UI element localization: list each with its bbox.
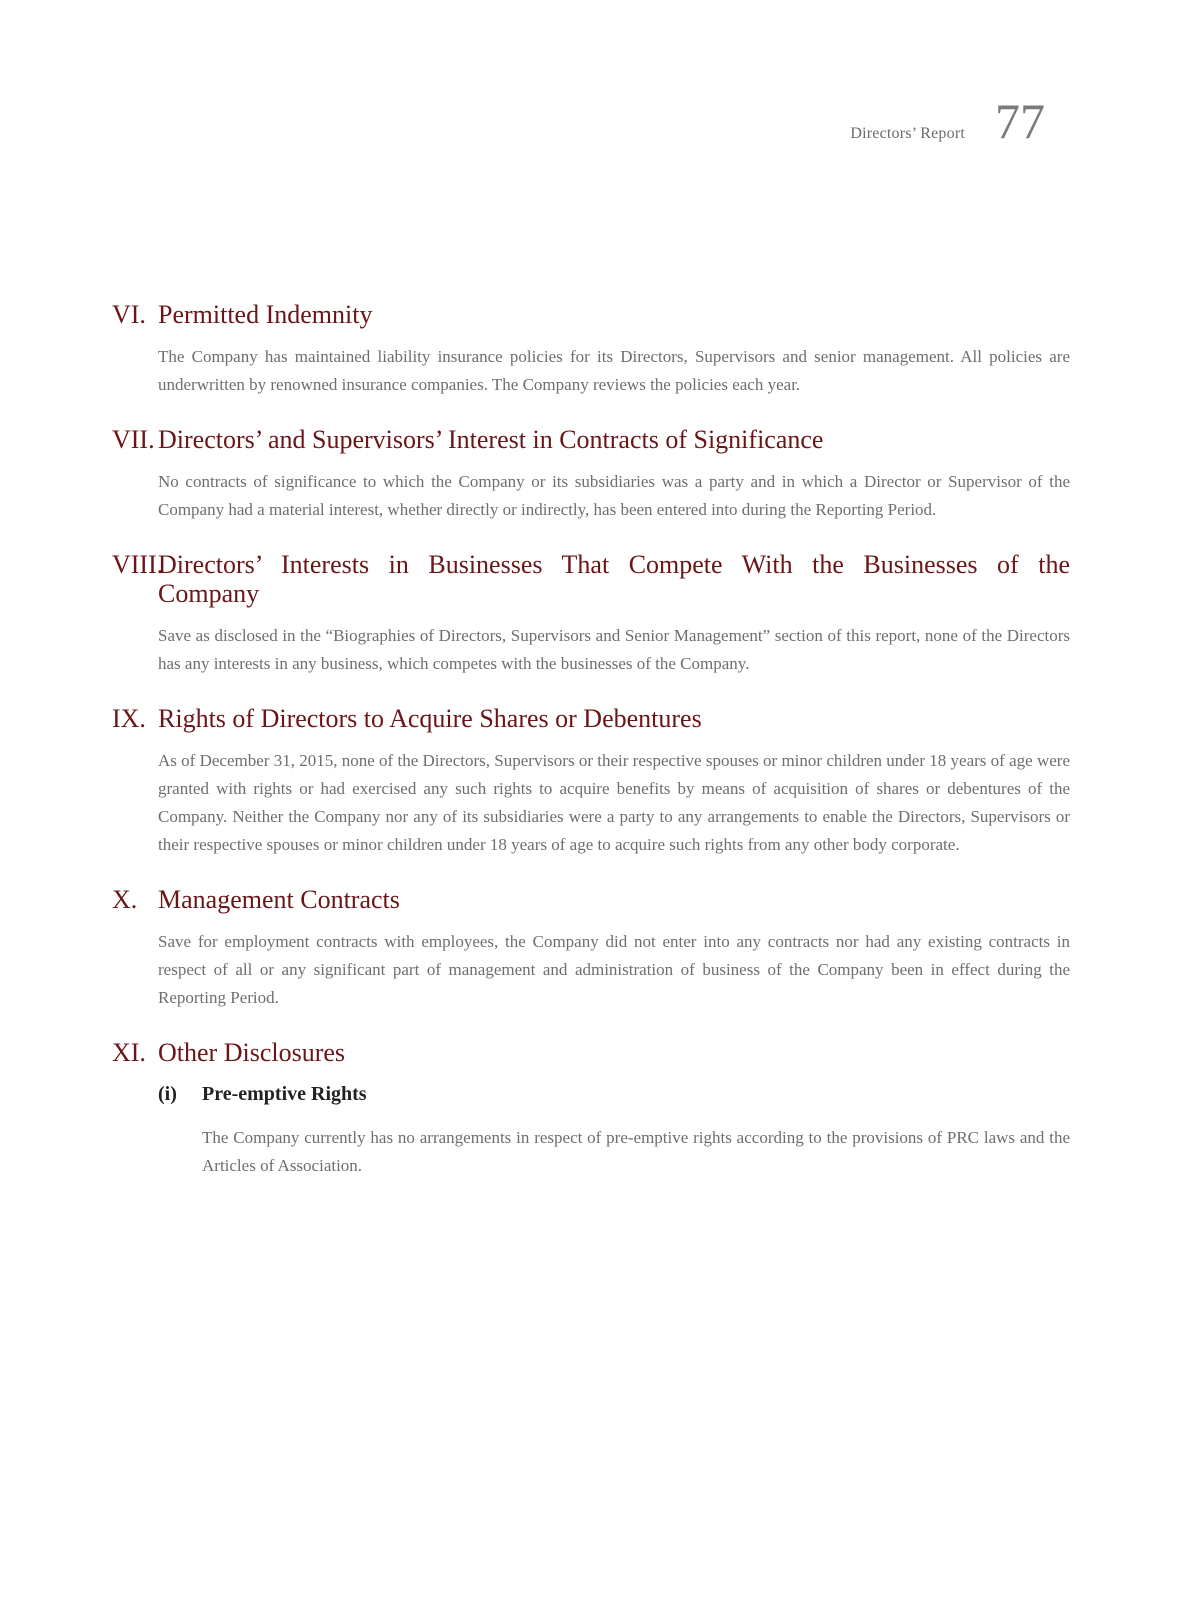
section-number: VII. [112, 425, 155, 454]
section-title: Management Contracts [158, 885, 400, 914]
document-body [112, 300, 1070, 1206]
subsection-heading [158, 1081, 1070, 1107]
section-heading [112, 425, 1070, 454]
section-number: X. [112, 885, 138, 914]
section-number: VI. [112, 300, 146, 329]
section-permitted-indemnity [112, 300, 1070, 399]
subsection-title: Pre-emptive Rights [202, 1083, 367, 1105]
section-paragraph: As of December 31, 2015, none of the Directors, Supervisors or their respective spouses or minor children under 18 years of age were granted with rights or had exercised any such rights to acquire benefits by means of acquisition of shares or debentures of the Company. Neither the Company nor any of its subsidiaries were a party to any arrangements to enable the Directors, Supervisors or their respective spouses or minor children under 18 years of age to acquire such rights from any other body corporate. [158, 751, 1070, 854]
section-paragraph: Save as disclosed in the “Biographies of Directors, Supervisors and Senior Management” section of this report, none of the Directors has any interests in any business, which competes with the businesses of the Company. [158, 626, 1070, 673]
subsection-paragraph: The Company currently has no arrangements in respect of pre-emptive rights according to the provisions of PRC laws and the Articles of Association. [202, 1128, 1070, 1175]
section-title: Other Disclosures [158, 1038, 346, 1067]
section-heading [112, 1038, 1070, 1067]
subsection-pre-emptive-rights [158, 1081, 1070, 1180]
subsection-number: (i) [158, 1083, 177, 1105]
section-paragraph: Save for employment contracts with employees, the Company did not enter into any contracts nor had any existing contracts in respect of all or any significant part of management and administration of business of the Company been in effect during the Reporting Period. [158, 932, 1070, 1007]
section-contracts-of-significance [112, 425, 1070, 524]
section-number: VIII. [112, 550, 164, 579]
section-number: XI. [112, 1038, 146, 1067]
section-paragraph: No contracts of significance to which the Company or its subsidiaries was a party and in which a Director or Supervisor of the Company had a material interest, whether directly or indirectly, has been entered into during the Reporting Period. [158, 472, 1070, 519]
section-rights-to-acquire-shares [112, 704, 1070, 859]
section-management-contracts [112, 885, 1070, 1012]
section-heading [112, 704, 1070, 733]
section-number: IX. [112, 704, 146, 733]
section-title: Rights of Directors to Acquire Shares or Debentures [158, 704, 702, 733]
page-header [850, 93, 1045, 149]
section-paragraph: The Company has maintained liability insurance policies for its Directors, Supervisors and senior management. All policies are underwritten by renowned insurance companies. The Company reviews the policies each year. [158, 347, 1070, 394]
page-number: 77 [995, 93, 1045, 149]
section-title: Directors’ Interests in Businesses That Compete With the Businesses of the Company [158, 550, 1070, 608]
section-other-disclosures [112, 1038, 1070, 1180]
section-title: Permitted Indemnity [158, 300, 373, 329]
section-heading [112, 550, 1070, 608]
section-heading [112, 300, 1070, 329]
section-competing-businesses [112, 550, 1070, 678]
section-title: Directors’ and Supervisors’ Interest in Contracts of Significance [158, 425, 824, 454]
section-heading [112, 885, 1070, 914]
header-title: Directors’ Report [850, 125, 965, 142]
